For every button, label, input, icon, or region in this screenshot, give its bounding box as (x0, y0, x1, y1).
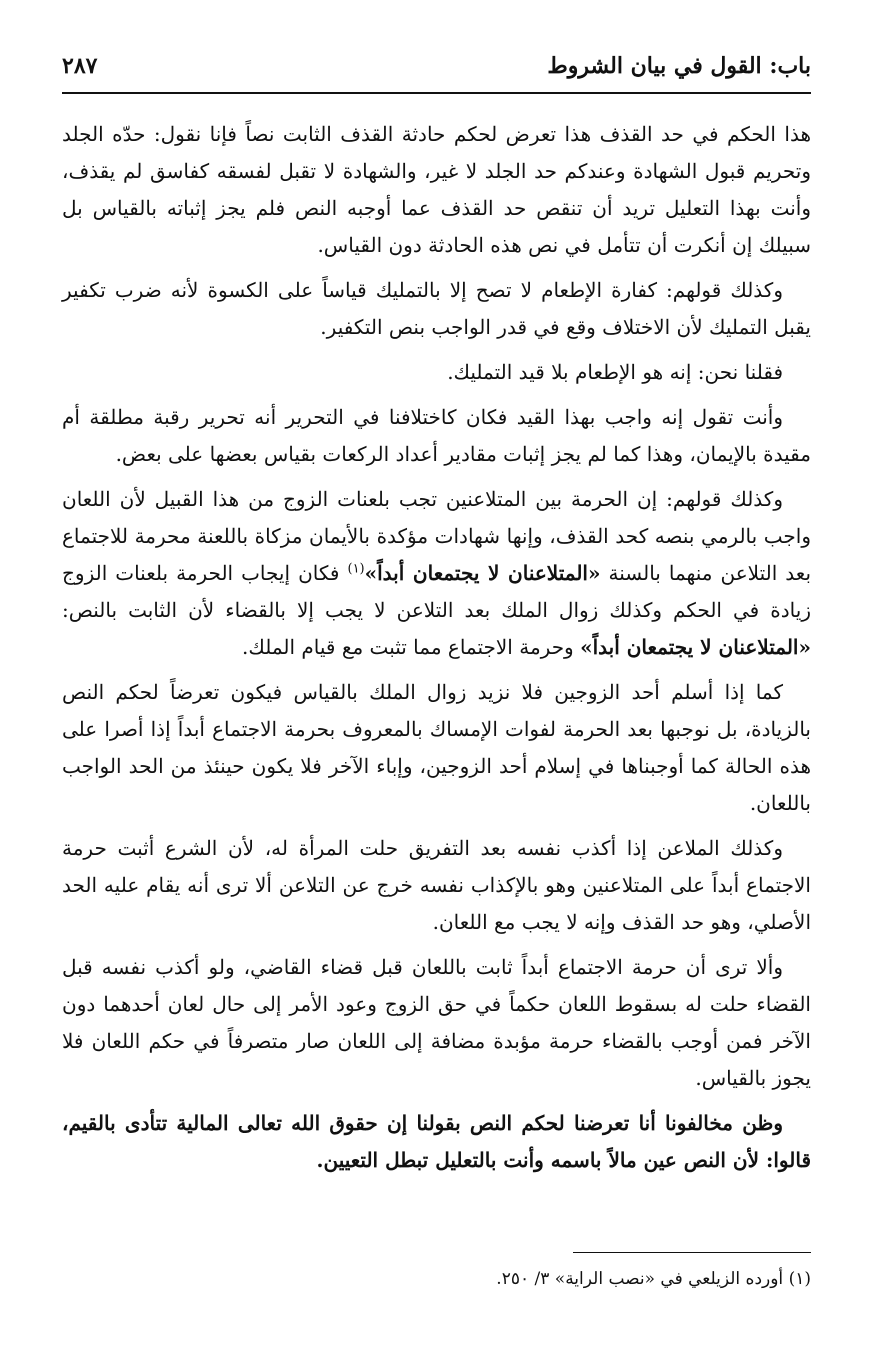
footnote-rule (573, 1252, 811, 1253)
closing-paragraph: وظن مخالفونا أنا تعرضنا لحكم النص بقولنا إن حقوق الله تعالى المالية تتأدى بالقيم، قالوا: لأن النص عين مالاً باسمه وأنت بالتعليل تبطل التعيين. (62, 1111, 811, 1172)
li3an-text-2: فكان إيجاب الحرمة بلعنات الزوج زيادة في الحكم وكذلك زوال الملك بعد التلاعن لا يجب إلا بالقضاء لأن الثابت بالنص: (62, 561, 811, 622)
main-text (62, 116, 811, 1187)
paragraph-li3an (62, 481, 811, 666)
paragraph: وكذلك قولهم: كفارة الإطعام لا تصح إلا بالتمليك قياساً على الكسوة لأنه ضرب تكفير يقبل التمليك لأن الاختلاف وقع في قدر الواجب بنص التكفير. (62, 278, 811, 339)
li3an-text-3: وحرمة الاجتماع مما تثبت مع قيام الملك. (242, 635, 574, 659)
paragraph: وألا ترى أن حرمة الاجتماع أبداً ثابت باللعان قبل قضاء القاضي، ولو أكذب نفسه قبل القضاء حلت له بسقوط اللعان حكماً في حق الزوج وعود الأمر إلى حال لعان أحدهما دون الآخر فمن أوجب بالقضاء حرمة مؤبدة مضافة إلى اللعان صار متصرفاً في حكم اللعان فلا يجوز بالقياس. (62, 955, 811, 1090)
chapter-title: باب: القول في بيان الشروط (547, 53, 811, 79)
header-rule (62, 92, 811, 94)
footnote-number: (١) (788, 1269, 811, 1289)
footnote-text: أورده الزيلعي في «نصب الراية» ٣/ ٢٥٠. (496, 1269, 784, 1289)
paragraph: كما إذا أسلم أحد الزوجين فلا نزيد زوال الملك بالقياس فيكون تعرضاً لحكم النص بالزيادة، بل نوجبها بعد الحرمة لفوات الإمساك بالمعروف بحرمة الاجتماع أبداً إذا أصرا على هذه الحالة كما أوجبناها في إسلام أحد الزوجين، وإباء الآخر فلا يكون حينئذ من الحد الواجب باللعان. (62, 680, 811, 815)
footnote-marker: (١) (347, 561, 365, 577)
hadith-quote: «المتلاعنان لا يجتمعان أبداً» (580, 635, 811, 659)
hadith-quote: «المتلاعنان لا يجتمعان أبداً» (364, 561, 601, 585)
footnote (62, 1265, 811, 1293)
li3an-text-1: وكذلك قولهم: إن الحرمة بين المتلاعنين تجب بلعنات الزوج من هذا القبيل لأن اللعان واجب بالرمي بنصه كحد القذف، وإنها شهادات مؤكدة بالأيمان مزكاة باللعنة محرمة للاجتماع بعد التلاعن منهما بالسنة (62, 487, 812, 585)
running-header (62, 44, 811, 88)
paragraph: فقلنا نحن: إنه هو الإطعام بلا قيد التمليك. (447, 360, 783, 384)
page-number: ٢٨٧ (62, 53, 98, 79)
paragraph: وأنت تقول إنه واجب بهذا القيد فكان كاختلافنا في التحرير أنه تحرير رقبة مطلقة أم مقيدة بالإيمان، وهذا كما لم يجز إثبات مقادير أعداد الركعات بقياس بعضها على بعض. (62, 405, 811, 466)
paragraph: هذا الحكم في حد القذف هذا تعرض لحكم حادثة القذف الثابت نصاً فإنا نقول: حدّه الجلد وتحريم قبول الشهادة وعندكم حد الجلد لا غير، والشهادة لا تقبل لفسقه كفاسق لم يقذف، وأنت بهذا التعليل تريد أن تنقص حد القذف عما أوجبه النص فلم يجز إثباته بالقياس بل سبيلك إن أنكرت أن تتأمل في نص هذه الحادثة دون القياس. (62, 122, 811, 257)
paragraph: وكذلك الملاعن إذا أكذب نفسه بعد التفريق حلت المرأة له، لأن الشرع أثبت حرمة الاجتماع أبداً على المتلاعنين وهو بالإكذاب نفسه خرج عن التلاعن ألا ترى أنه يقام عليه الحد الأصلي، وهو حد القذف وإنه لا يجب مع اللعان. (62, 836, 811, 934)
